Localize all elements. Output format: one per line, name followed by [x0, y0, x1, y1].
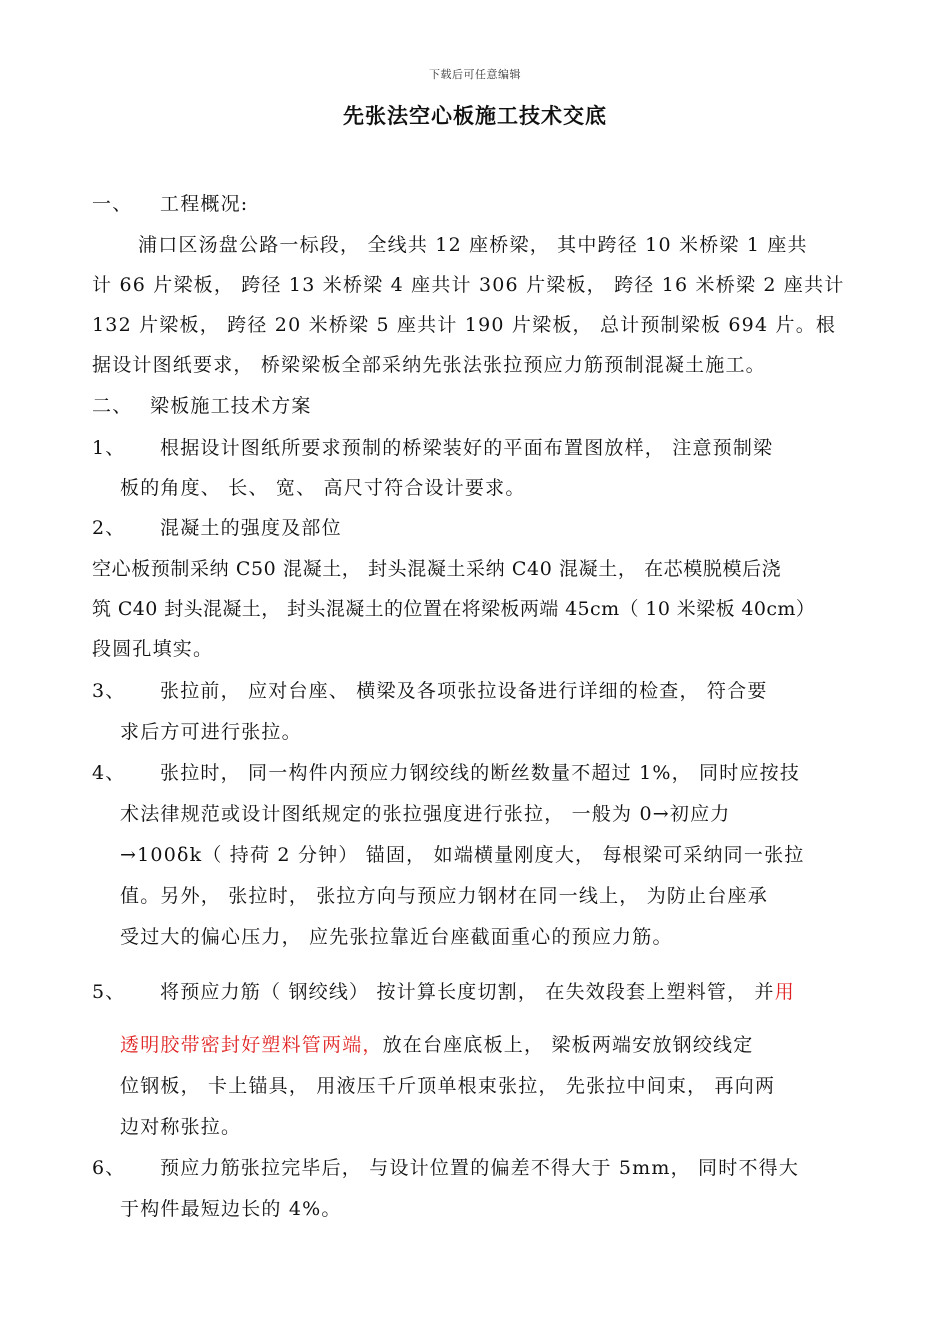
- item-continuation: 求后方可进行张拉。: [120, 721, 302, 743]
- paragraph-line: 浦口区汤盘公路一标段， 全线共 12 座桥梁， 其中跨径 10 米桥梁 1 座共: [138, 234, 808, 256]
- paragraph-line: 计 66 片梁板， 跨径 13 米桥梁 4 座共计 306 片梁板， 跨径 16 米桥梁 2 座共计: [92, 274, 845, 296]
- item-number: 1、: [92, 437, 126, 459]
- item-number: 4、: [92, 762, 126, 784]
- paragraph-line: 132 片梁板， 跨径 20 米桥梁 5 座共计 190 片梁板， 总计预制梁板 694 片。根: [92, 314, 837, 336]
- item-continuation: 于构件最短边长的 4%。: [120, 1198, 342, 1220]
- item-number: 2、: [92, 517, 126, 539]
- item-text: 根据设计图纸所要求预制的桥梁装好的平面布置图放样， 注意预制梁: [160, 437, 774, 459]
- document-title: 先张法空心板施工技术交底: [343, 103, 607, 128]
- item-continuation: 板的角度、 长、 宽、 高尺寸符合设计要求。: [120, 477, 526, 499]
- item-continuation: 受过大的偏心压力， 应先张拉靠近台座截面重心的预应力筋。: [120, 926, 673, 948]
- section-title: 梁板施工技术方案: [150, 395, 312, 417]
- item-number: 3、: [92, 680, 126, 702]
- section-heading-1: [92, 192, 860, 216]
- section-heading-2: [92, 394, 860, 418]
- highlight-text: 用: [774, 981, 795, 1003]
- paragraph-line: 空心板预制采纳 C50 混凝土， 封头混凝土采纳 C40 混凝土， 在芯模脱模后浇: [92, 558, 782, 580]
- item-continuation: →100δk（ 持荷 2 分钟） 锚固， 如端横量刚度大， 每根梁可采纳同一张拉: [120, 844, 805, 866]
- item-continuation: 边对称张拉。: [120, 1116, 242, 1138]
- section-number: 二、: [92, 395, 133, 417]
- paragraph-line: 筑 C40 封头混凝土， 封头混凝土的位置在将梁板两端 45cm（ 10 米梁板 40cm）: [92, 598, 816, 620]
- item-number: 5、: [92, 981, 126, 1003]
- paragraph-line: 据设计图纸要求， 桥梁梁板全部采纳先张法张拉预应力筋预制混凝土施工。: [92, 354, 766, 376]
- item-number: 6、: [92, 1157, 126, 1179]
- item-text: 将预应力筋（ 钢绞线） 按计算长度切割， 在失效段套上塑料管， 并: [160, 981, 775, 1003]
- item-text: 预应力筋张拉完毕后， 与设计位置的偏差不得大于 5mm， 同时不得大: [160, 1157, 800, 1179]
- list-item-4: [92, 761, 860, 785]
- paragraph-line: 段圆孔填实。: [92, 638, 214, 660]
- item-text: 张拉时， 同一构件内预应力钢绞线的断丝数量不超过 1%， 同时应按技: [160, 762, 801, 784]
- list-item-2: [92, 516, 860, 540]
- section-title: 工程概况:: [160, 193, 249, 215]
- list-item-6: [92, 1156, 860, 1180]
- list-item-5: [92, 980, 860, 1004]
- item-text: 混凝土的强度及部位: [160, 517, 342, 539]
- item-continuation: 术法律规范或设计图纸规定的张拉强度进行张拉， 一般为 0→初应力: [120, 803, 731, 825]
- page-header-note: 下载后可任意编辑: [429, 68, 521, 81]
- highlight-text: 透明胶带密封好塑料管两端，: [120, 1034, 383, 1056]
- list-item-1: [92, 436, 860, 460]
- item-text: 放在台座底板上， 梁板两端安放钢绞线定: [382, 1034, 754, 1056]
- list-item-3: [92, 679, 860, 703]
- item-text: 张拉前， 应对台座、 横梁及各项张拉设备进行详细的检查， 符合要: [160, 680, 768, 702]
- section-number: 一、: [92, 193, 133, 215]
- item-continuation: 位钢板， 卡上锚具， 用液压千斤顶单根束张拉， 先张拉中间束， 再向两: [120, 1075, 776, 1097]
- item-continuation: 值。另外， 张拉时， 张拉方向与预应力钢材在同一线上， 为防止台座承: [120, 885, 768, 907]
- item-continuation: [120, 1033, 860, 1057]
